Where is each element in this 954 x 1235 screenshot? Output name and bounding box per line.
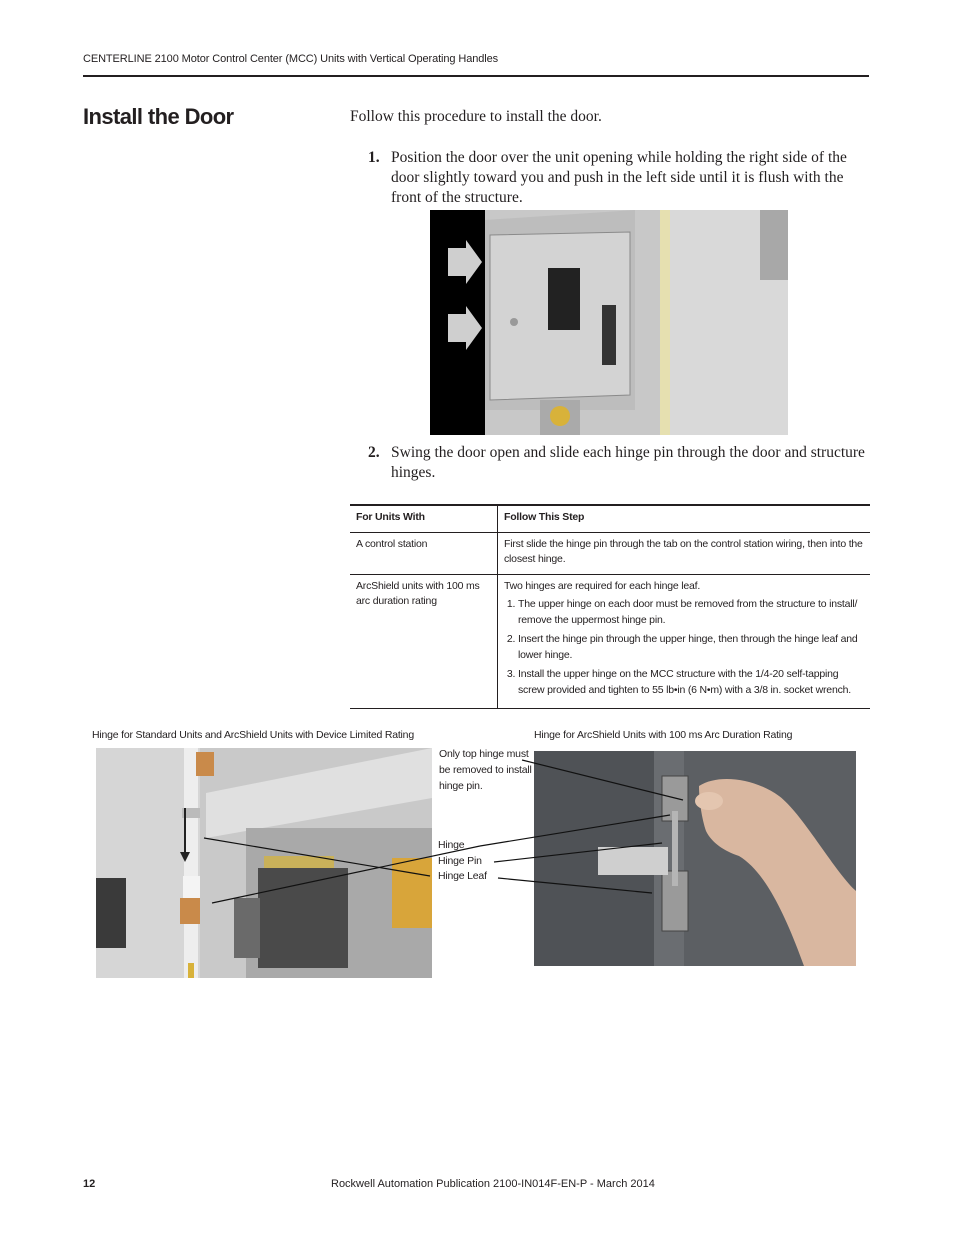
figure-caption-arcshield: Hinge for ArcShield Units with 100 ms Arc Duration Rating — [534, 729, 793, 741]
door-install-illustration — [430, 210, 788, 435]
callout-line: Only top hinge must — [439, 748, 529, 760]
table-row — [350, 532, 870, 574]
step-table — [350, 504, 870, 709]
page-number: 12 — [83, 1178, 96, 1190]
step-number: 2. — [368, 444, 380, 461]
row-step-lead: Two hinges are required for each hinge leaf. — [504, 579, 701, 592]
substep-list — [504, 597, 864, 698]
arcshield-hinge-photo — [534, 751, 856, 966]
callout-top-hinge — [439, 746, 532, 794]
header-rule — [83, 75, 869, 77]
running-header: CENTERLINE 2100 Motor Control Center (MCC) Units with Vertical Operating Handles — [83, 53, 499, 65]
step-text: Swing the door open and slide each hinge pin through the door and structure hinges. — [391, 444, 865, 481]
callout-hinge-pin: Hinge Pin — [438, 855, 482, 867]
callout-hinge-leaf: Hinge Leaf — [438, 870, 487, 882]
column-header-units: For Units With — [350, 505, 498, 532]
table-row — [350, 574, 870, 709]
list-item: 1. The upper hinge on each door must be removed from the structure to install/ remove the uppermost hinge pin. — [518, 597, 864, 628]
row-condition: A control station — [350, 532, 498, 574]
step-number: 1. — [368, 149, 380, 166]
row-step — [498, 574, 871, 709]
step-text: Position the door over the unit opening while holding the right side of the door slightly toward you and push in the left side until it is flush with the front of the structure. — [391, 149, 847, 206]
figure-caption-standard: Hinge for Standard Units and ArcShield Units with Device Limited Rating — [92, 729, 414, 741]
column-header-step: Follow This Step — [498, 505, 871, 532]
list-item: 3. Install the upper hinge on the MCC structure with the 1/4-20 self-tapping screw provided and tighten to 55 lb•in (6 N•m) with a 3/8 in. socket wrench. — [518, 667, 864, 698]
intro-text: Follow this procedure to install the door. — [350, 108, 602, 125]
callout-line: hinge pin. — [439, 780, 483, 792]
row-condition: ArcShield units with 100 ms arc duration rating — [350, 574, 498, 709]
list-item: 2. Insert the hinge pin through the upper hinge, then through the hinge leaf and lower hinge. — [518, 632, 864, 663]
publication-footer: Rockwell Automation Publication 2100-IN014F-EN-P - March 2014 — [331, 1178, 655, 1190]
callout-line: be removed to install — [439, 764, 532, 776]
callout-hinge: Hinge — [438, 839, 465, 851]
row-step: First slide the hinge pin through the tab on the control station wiring, then into the closest hinge. — [498, 532, 871, 574]
section-title: Install the Door — [83, 104, 234, 129]
standard-hinge-illustration — [96, 748, 432, 978]
table-header-row — [350, 505, 870, 532]
